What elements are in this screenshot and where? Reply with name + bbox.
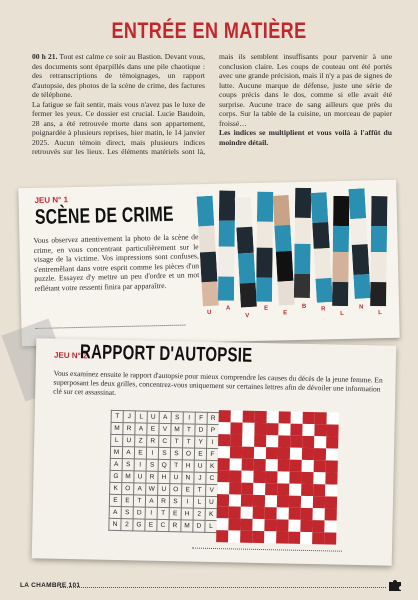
grid-cell[interactable]: T	[183, 436, 195, 448]
grid-cell[interactable]: I	[181, 496, 193, 508]
grid-cell[interactable]: Z	[135, 435, 147, 447]
grid-cell[interactable]: N	[109, 518, 121, 530]
grid-cell[interactable]: G	[133, 519, 145, 531]
mask-cell	[300, 532, 312, 544]
grid-cell[interactable]: H	[181, 508, 193, 520]
grid-cell[interactable]: T	[194, 484, 206, 496]
mask-cell	[277, 483, 289, 495]
grid-cell[interactable]: U	[158, 483, 170, 495]
mask-cell	[313, 508, 325, 520]
grid-cell[interactable]: C	[159, 435, 171, 447]
strip-letter: E	[283, 310, 288, 317]
mask-cell	[230, 434, 242, 446]
strip-letter: V	[245, 313, 250, 320]
grid-cell[interactable]: H	[182, 460, 194, 472]
grid-cell[interactable]: R	[123, 423, 135, 435]
grid-cell[interactable]: K	[110, 482, 122, 494]
grid-cell[interactable]: T	[170, 460, 182, 472]
grid-cell[interactable]: P	[207, 424, 219, 436]
mask-cell	[242, 459, 254, 471]
mask-grid	[216, 410, 339, 544]
grid-cell[interactable]: R	[169, 520, 181, 532]
grid-cell[interactable]: R	[146, 471, 158, 483]
mask-cell	[243, 411, 255, 423]
photo-strip[interactable]	[294, 188, 311, 298]
mask-cell	[302, 424, 314, 436]
mask-cell	[254, 447, 266, 459]
mask-cell	[290, 448, 302, 460]
grid-cell[interactable]: A	[110, 458, 122, 470]
strip-letter: E	[263, 305, 269, 312]
grid-cell[interactable]: E	[194, 448, 206, 460]
mask-cell	[276, 531, 288, 543]
mask-cell	[324, 532, 336, 544]
mask-cell	[266, 435, 278, 447]
game-card-1	[18, 180, 399, 347]
grid-cell[interactable]: I	[183, 412, 195, 424]
mask-cell	[302, 448, 314, 460]
answer-line-1[interactable]	[35, 325, 185, 329]
game-2-title: RAPPORT D'AUTOPSIE	[79, 341, 253, 367]
mask-cell	[277, 495, 289, 507]
mask-cell	[229, 470, 241, 482]
mask-cell	[301, 484, 313, 496]
grid-cell[interactable]: W	[146, 483, 158, 495]
photo-strip[interactable]	[370, 196, 387, 306]
mask-cell	[278, 447, 290, 459]
grid-cell[interactable]: U	[170, 472, 182, 484]
mask-cell	[301, 508, 313, 520]
mask-cell	[253, 507, 265, 519]
grid-cell[interactable]: S	[171, 412, 183, 424]
mask-cell	[254, 435, 266, 447]
grid-cell[interactable]: L	[111, 434, 123, 446]
mask-cell	[325, 508, 337, 520]
grid-cell[interactable]: G	[110, 470, 122, 482]
mask-cell	[288, 532, 300, 544]
intro-time: 00 h 21.	[32, 52, 58, 61]
grid-cell[interactable]: T	[133, 495, 145, 507]
mask-cell	[252, 531, 264, 543]
grid-cell[interactable]: N	[182, 472, 194, 484]
mask-cell	[314, 448, 326, 460]
game-2-label: JEU N° 2	[53, 350, 88, 361]
mask-cell	[219, 410, 231, 422]
mask-cell	[216, 518, 228, 530]
grid-row	[109, 518, 217, 532]
mask-cell	[217, 506, 229, 518]
grid-cell[interactable]: A	[159, 411, 171, 423]
mask-cell	[218, 446, 230, 458]
photo-strip[interactable]	[197, 196, 219, 307]
grid-cell[interactable]: E	[145, 519, 157, 531]
mask-cell	[325, 472, 337, 484]
photo-strip[interactable]	[218, 191, 235, 301]
grid-cell[interactable]: O	[182, 448, 194, 460]
grid-cell[interactable]: L	[135, 411, 147, 423]
mask-cell	[241, 471, 253, 483]
grid-cell[interactable]: S	[146, 459, 158, 471]
grid-cell[interactable]: E	[147, 423, 159, 435]
mask-cell	[254, 423, 266, 435]
mask-cell	[325, 496, 337, 508]
grid-cell[interactable]: M	[122, 471, 134, 483]
mask-cell	[265, 495, 277, 507]
strip-letter: L	[340, 310, 344, 318]
grid-cell[interactable]: U	[147, 411, 159, 423]
mask-cell	[300, 520, 312, 532]
grid-cell[interactable]: O	[122, 483, 134, 495]
mask-cell	[229, 506, 241, 518]
mask-cell	[302, 460, 314, 472]
grid-cell[interactable]: V	[159, 423, 171, 435]
grid-cell[interactable]: O	[170, 484, 182, 496]
mask-cell	[229, 482, 241, 494]
grid-cell[interactable]: E	[109, 494, 121, 506]
mask-cell	[312, 532, 324, 544]
grid-cell[interactable]: D	[133, 507, 145, 519]
mask-cell	[290, 460, 302, 472]
grid-cell[interactable]: M	[110, 446, 122, 458]
grid-cell[interactable]: U	[194, 460, 206, 472]
mask-cell	[301, 496, 313, 508]
grid-cell[interactable]: E	[182, 484, 194, 496]
grid-cell[interactable]: I	[134, 459, 146, 471]
intro-text	[32, 52, 392, 157]
grid-cell[interactable]: L	[193, 496, 205, 508]
grid-cell[interactable]: M	[181, 520, 193, 532]
mask-cell	[288, 520, 300, 532]
mask-cell	[314, 460, 326, 472]
mask-cell	[314, 436, 326, 448]
grid-cell[interactable]: 2	[121, 519, 133, 531]
mask-cell	[290, 436, 302, 448]
mask-cell	[228, 518, 240, 530]
mask-cell	[326, 436, 338, 448]
mask-cell	[277, 507, 289, 519]
photo-strip[interactable]	[235, 197, 257, 308]
grid-cell[interactable]: T	[157, 507, 169, 519]
grid-cell[interactable]: J	[194, 472, 206, 484]
answer-line-2[interactable]	[192, 548, 342, 552]
mask-cell	[240, 531, 252, 543]
mask-cell	[278, 435, 290, 447]
grid-cell[interactable]: J	[123, 411, 135, 423]
game-card-2	[32, 338, 397, 565]
grid-cell[interactable]: S	[121, 507, 133, 519]
grid-cell[interactable]: K	[206, 460, 218, 472]
grid-cell[interactable]: E	[134, 447, 146, 459]
mask-cell	[266, 459, 278, 471]
mask-cell	[291, 412, 303, 424]
grid-cell[interactable]: R	[157, 495, 169, 507]
mask-cell	[240, 519, 252, 531]
mask-cell	[242, 423, 254, 435]
mask-cell	[253, 483, 265, 495]
mask-row	[216, 530, 336, 545]
photo-strip[interactable]	[311, 192, 333, 303]
strip-letter: U	[207, 309, 212, 317]
grid-cell[interactable]: Q	[158, 459, 170, 471]
grid-cell[interactable]: S	[122, 459, 134, 471]
mask-cell	[301, 472, 313, 484]
grid-cell[interactable]: S	[170, 448, 182, 460]
mask-cell	[278, 423, 290, 435]
strip-letter: L	[378, 310, 382, 317]
strip-letters	[199, 304, 393, 322]
grid-cell[interactable]: R	[147, 435, 159, 447]
grid-cell[interactable]: Y	[195, 436, 207, 448]
grid-cell[interactable]: E	[169, 508, 181, 520]
mask-cell	[230, 458, 242, 470]
mask-cell	[266, 447, 278, 459]
grid-cell[interactable]: M	[171, 424, 183, 436]
grid-cell[interactable]: E	[121, 495, 133, 507]
grid-cell[interactable]: F	[195, 412, 207, 424]
grid-cell[interactable]: I	[145, 507, 157, 519]
mask-cell	[229, 494, 241, 506]
mask-cell	[313, 496, 325, 508]
grid-cell[interactable]: A	[122, 447, 134, 459]
mask-cell	[242, 435, 254, 447]
intro-paragraph-2: La fatigue se fait sentir, mais vous n'avez pas le luxe de fermer les yeux. Ce dossier est crucial. Lucie Baudoin, 28 ans, a été retrouvée morte dans son appartement, poignardée à plusieurs reprises, hier matin, le 14 janvier 2025. Aucun témoin direct, mais plusieurs indices retrouvés sur les lieux. Les éléments matériels sont là, mais ils semblent insuffisants pour parvenir à une conclusion claire. Les coups de couteau ont été portés avec une grande précision, mais il n'y a pas de signes de lutte. Aucune marque de défense, juste une série de coups précis dans le dos, comme si elle avait été surprise. Aucune trace de sang ailleurs que près du corps. Sur la table de la cuisine, un morceau de papier froissé…	[32, 52, 392, 156]
grid-cell[interactable]: D	[193, 520, 205, 532]
game-1-title: SCÈNE DE CRIME	[34, 202, 174, 229]
mask-cell	[218, 422, 230, 434]
mask-cell	[289, 484, 301, 496]
grid-cell[interactable]: R	[207, 412, 219, 424]
grid-cell[interactable]: S	[158, 447, 170, 459]
mask-cell	[230, 446, 242, 458]
intro-paragraph-3: Les indices se multiplient et vous voilà à l'affût du moindre détail.	[219, 128, 392, 147]
grid-cell[interactable]: A	[135, 423, 147, 435]
mask-cell	[265, 471, 277, 483]
mask-cell	[302, 436, 314, 448]
mask-cell	[216, 530, 228, 542]
grid-cell[interactable]: V	[206, 484, 218, 496]
mask-cell	[313, 472, 325, 484]
mask-cell	[267, 411, 279, 423]
page-title: ENTRÉE EN MATIÈRE	[111, 18, 307, 43]
mask-cell	[218, 458, 230, 470]
mask-cell	[324, 520, 336, 532]
game-1-text: Vous observez attentivement la photo de la scène de crime, en vous concentrant particulièrement sur le visage de la victime. Vos impressions sont confuses, s'entremêlant dans votre esprit comme les pièces d'un puzzle. Essayez d'y mettre un peu d'ordre et un mot reflétant votre ressenti finira par apparaître.	[33, 232, 200, 293]
mask-cell	[326, 448, 338, 460]
mask-cell	[290, 424, 302, 436]
mask-cell	[289, 496, 301, 508]
mask-cell	[314, 424, 326, 436]
strip-letter: A	[225, 305, 231, 312]
mask-cell	[217, 482, 229, 494]
grid-cell[interactable]: F	[206, 448, 218, 460]
mask-cell	[264, 519, 276, 531]
photo-strip[interactable]	[332, 196, 349, 306]
mask-cell	[313, 484, 325, 496]
mask-cell	[277, 471, 289, 483]
grid-cell[interactable]: 2	[193, 508, 205, 520]
grid-cell[interactable]: T	[171, 436, 183, 448]
footer-label: LA CHAMBRE 101	[20, 582, 81, 589]
mask-cell	[255, 411, 267, 423]
mask-cell	[241, 507, 253, 519]
photo-strips	[196, 190, 393, 309]
grid-cell[interactable]: I	[146, 447, 158, 459]
mask-cell	[264, 531, 276, 543]
mask-cell	[218, 434, 230, 446]
mask-cell	[303, 412, 315, 424]
strip-letter: N	[358, 304, 364, 311]
puzzle-icon	[388, 578, 402, 592]
grid-cell[interactable]: T	[183, 424, 195, 436]
mask-cell	[265, 483, 277, 495]
mask-cell	[253, 495, 265, 507]
mask-cell	[326, 460, 338, 472]
grid-cell[interactable]: S	[169, 496, 181, 508]
grid-cell[interactable]: M	[111, 422, 123, 434]
mask-cell	[327, 412, 339, 424]
strip-letter: B	[301, 303, 307, 310]
mask-cell	[228, 530, 240, 542]
game-2-text: Vous examinez ensuite le rapport d'autopsie pour mieux comprendre les causes du décès de la jeune femme. En superposant les deux grilles, concentrez-vous uniquement sur certaines lettres afin de dévoiler une information clé sur cet assassinat.	[53, 368, 383, 398]
strip-letter: R	[321, 306, 326, 313]
mask-cell	[252, 519, 264, 531]
grid-cell[interactable]: C	[206, 472, 218, 484]
photo-strip[interactable]	[348, 188, 370, 299]
grid-cell[interactable]: I	[207, 436, 219, 448]
mask-cell	[253, 471, 265, 483]
grid-cell[interactable]: U	[134, 471, 146, 483]
mask-cell	[241, 483, 253, 495]
mask-cell	[312, 520, 324, 532]
mask-cell	[289, 472, 301, 484]
mask-cell	[230, 422, 242, 434]
grid-cell[interactable]: U	[123, 435, 135, 447]
photo-strip[interactable]	[256, 192, 273, 302]
letter-grid	[108, 410, 220, 533]
footer-divider	[60, 587, 386, 588]
grid-cell[interactable]: D	[195, 424, 207, 436]
mask-cell	[326, 424, 338, 436]
mask-cell	[254, 459, 266, 471]
grid-cell[interactable]: L	[205, 520, 217, 532]
mask-cell	[231, 410, 243, 422]
grid-cell[interactable]: H	[158, 471, 170, 483]
mask-cell	[241, 495, 253, 507]
grid-cell[interactable]: T	[111, 410, 123, 422]
grid-cell[interactable]: C	[157, 519, 169, 531]
mask-cell	[217, 494, 229, 506]
grid-cell[interactable]: K	[205, 508, 217, 520]
mask-cell	[289, 508, 301, 520]
mask-cell	[242, 447, 254, 459]
grid-cell[interactable]: A	[109, 506, 121, 518]
grid-cell[interactable]: U	[205, 496, 217, 508]
mask-cell	[315, 412, 327, 424]
mask-cell	[276, 519, 288, 531]
photo-strip[interactable]	[273, 195, 295, 306]
mask-cell	[278, 459, 290, 471]
grid-cell[interactable]: A	[145, 495, 157, 507]
game-1-label: JEU N° 1	[34, 195, 69, 205]
mask-cell	[265, 507, 277, 519]
mask-cell	[279, 411, 291, 423]
mask-cell	[217, 470, 229, 482]
mask-cell	[325, 484, 337, 496]
mask-cell	[266, 423, 278, 435]
intro-paragraph-1: Tout est calme ce soir au Bastion. Devant vous, des documents sont éparpillés dans une pile chaotique : des retranscriptions de témoignages, un rapport d'autopsie, des photos de la scène de crime, des factures de téléphone.	[32, 52, 205, 99]
grid-cell[interactable]: A	[134, 483, 146, 495]
